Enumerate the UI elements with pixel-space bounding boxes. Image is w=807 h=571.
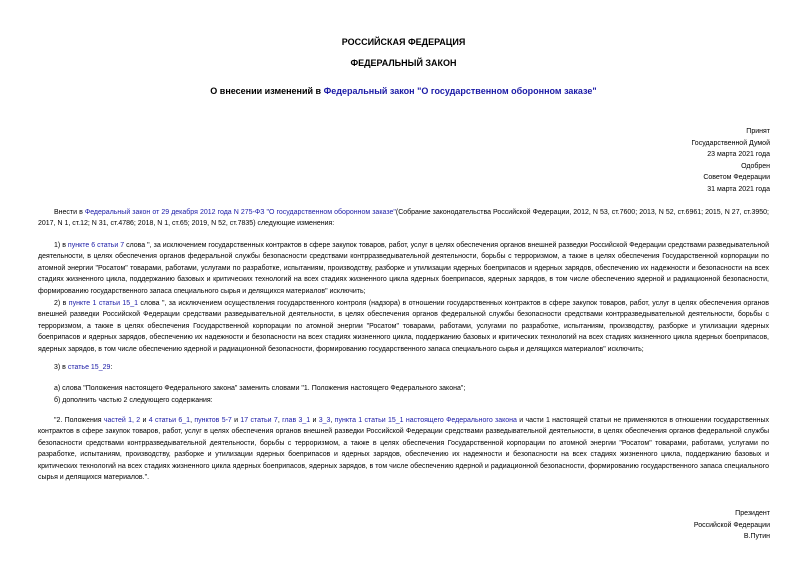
quote-text-5: , [277,417,283,424]
quote-link-art-7[interactable]: 17 статьи 7 [240,417,278,424]
item-2-paragraph [38,298,769,355]
signature-role: Президент [735,510,770,517]
quote-text-9: и части 1 настоящей статьи не применяются в отношении государственных контрактов в сфере закупок товаров, работ, услуг в целях обеспечения органов внешней разведки Российской Федерации средствами разведывательной деятельности, в целях обеспечения органов федеральной службы безопасности средствами контрразведывательной деятельности, борьбы с терроризмом, а также в целях обеспечения Государственной корпорации по атомной энергии "Росатом" товарами, работами, услугами по разработке, испытаниям, производству, разборке и утилизации ядерных боеприпасов и ядерных зарядов, обеспечению их надежности и безопасности на всех стадиях жизненного цикла, поддержанию базовых и критических технологий на всех стадиях жизненного цикла ядерных боеприпасов, ядерных зарядов, в том числе обеспечению ядерной и радиационной безопасности, формированию государственного запаса специального сырья и делящихся материалов.". [38,417,770,482]
intro-lead: Внести в [54,209,85,216]
adopted-by: Государственной Думой [691,139,770,147]
item-3-text: : [110,364,113,371]
signature-name: В.Путин [743,533,770,541]
title-prefix: О внесении изменений в [210,86,324,96]
quote-text-6: и [310,417,319,424]
law-name-link[interactable]: "О государственном оборонном заказе" [266,209,396,216]
item-2-link[interactable]: пункте 1 статьи 15_1 [68,300,138,307]
quote-text-1: "2. Положения [54,417,104,424]
item-3-link[interactable]: статье 15_29 [67,364,111,371]
quote-text-7: , [330,417,335,424]
intro-rest: (Собрание законодательства Российской Федерации, 2012, N 53, ст.7600; 2013, N 52, ст.6961; 2015, N 27, ст.3950; 2017, N 1, ст.12; N 31, ст.4786; 2018, N 1, ст.65; 2019, N 52, ст.7835) следующие изменения: [38,209,769,228]
quote-link-chapter-3-1[interactable]: глав 3_1 [282,417,311,424]
item-2-text: слова ", за исключением осуществления государственного контроля (надзора) в отношении государственных контрактов в сфере закупок товаров, работ, услуг в целях обеспечения органов внешней разведки Российской Федерации средствами разведывательной деятельности, в целях обеспечения органов федеральной службы безопасности средствами контрразведывательной деятельности, борьбы с терроризмом, а также в целях обеспечения Государственной корпорации по атомной энергии "Росатом" товарами, работами, услугами по разработке, испытаниям, производству, разборке и утилизации ядерных боеприпасов и ядерных зарядов, обеспечению их надежности и безопасности на всех стадиях жизненного цикла, поддержанию базовых и критических технологий на всех стадиях жизненного цикла ядерных боеприпасов, ядерных зарядов, в том числе обеспечению ядерной и радиационной безопасности, формированию государственного запаса специального сырья и делящихся материалов" исключить; [38,300,769,353]
item-1-lead: 1) в [54,242,68,249]
quote-link-chapter-3-3[interactable]: 3_3 [318,417,331,424]
adoption-block [570,126,770,196]
quote-text-4: и [231,417,241,424]
law-type-heading: ФЕДЕРАЛЬНЫЙ ЗАКОН [350,58,457,68]
item-3-lead: 3) в [54,364,68,371]
quote-link-art-6-1[interactable]: 4 статьи 6_1 [148,417,191,424]
quote-text-3: , [190,417,195,424]
title-law-link[interactable]: Федеральный закон "О государственном оборонном заказе" [323,86,597,96]
quote-link-this-law[interactable]: настоящего Федерального закона [405,417,517,424]
item-3a-paragraph: а) слова "Положения настоящего Федерального закона" заменить словами "1. Положения настоящего Федерального закона"; [54,385,466,392]
quote-link-art-15-1[interactable]: пункта 1 статьи 15_1 [334,417,404,424]
intro-paragraph [38,207,769,230]
law-date-link[interactable]: Федеральный закон от 29 декабря 2012 года N 275-ФЗ [84,209,265,216]
approved-label: Одобрен [741,162,770,170]
item-1-paragraph [38,240,769,297]
country-heading: РОССИЙСКАЯ ФЕДЕРАЦИЯ [341,37,466,47]
item-1-link[interactable]: пункте 6 статьи 7 [67,242,125,249]
quoted-part-2-paragraph [38,415,769,483]
signature-country: Российской Федерации [693,521,770,529]
signature-block [570,508,770,543]
quote-link-parts-1-2[interactable]: частей 1, 2 [103,417,141,424]
item-3b-paragraph: б) дополнить частью 2 следующего содержания: [54,397,213,404]
adopted-date: 23 марта 2021 года [707,151,770,159]
approved-date: 31 марта 2021 года [707,185,770,193]
item-3-paragraph [38,362,769,373]
document-title [0,86,807,96]
quote-link-points-5-7[interactable]: пунктов 5-7 [194,417,232,424]
item-2-lead: 2) в [54,300,69,307]
approved-by: Советом Федерации [703,174,770,182]
item-1-text: слова ", за исключением государственных контрактов в сфере закупок товаров, работ, услуг в целях обеспечения органов внешней разведки Российской Федерации средствами разведывательной деятельности, в целях обеспечения органов федеральной службы безопасности средствами контрразведывательной деятельности, борьбы с терроризмом, а также в целях обеспечения Государственной корпорации по атомной энергии "Росатом" товарами, работами, услугами по разработке, испытаниям, производству, разборке и утилизации ядерных боеприпасов и ядерных зарядов, обеспечению их надежности и безопасности на всех стадиях жизненного цикла, поддержанию базовых и критических технологий на всех стадиях жизненного цикла ядерных боеприпасов, ядерных зарядов, в том числе обеспечению ядерной и радиационной безопасности, формированию государственного запаса специального сырья и делящихся материалов" исключить; [38,242,769,295]
quote-text-2: и [140,417,149,424]
adopted-label: Принят [746,128,770,135]
